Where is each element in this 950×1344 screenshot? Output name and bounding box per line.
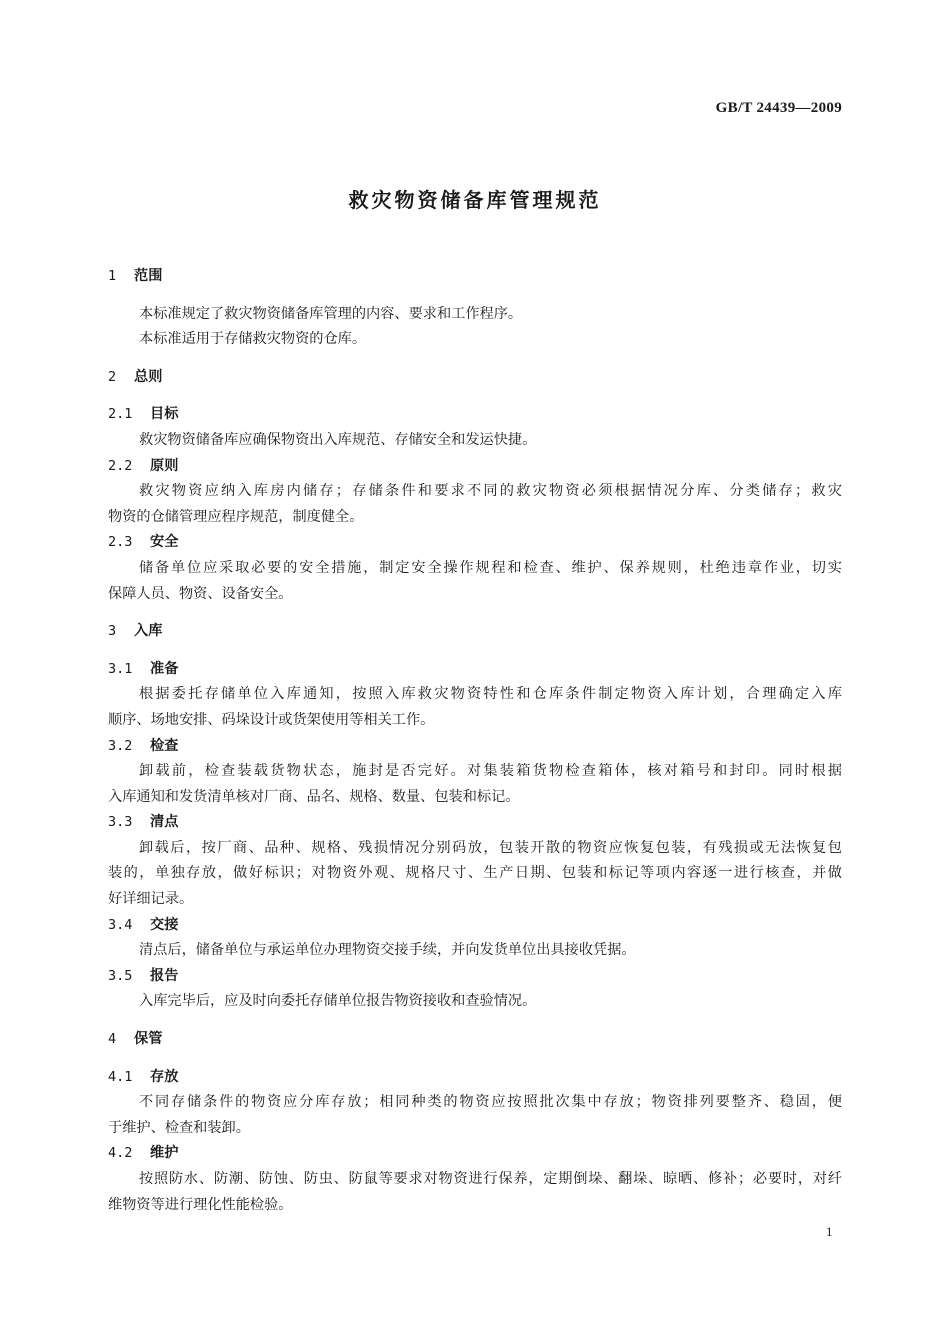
paragraph-line: 好详细记录。 bbox=[108, 891, 194, 908]
subsection-heading bbox=[108, 734, 842, 760]
section-title: 范围 bbox=[134, 268, 163, 284]
section-number: 3.5 bbox=[108, 967, 133, 984]
document-title: 救灾物资储备库管理规范 bbox=[348, 188, 602, 212]
paragraph-line: 于维护、检查和装卸。 bbox=[108, 1119, 250, 1136]
subsection-heading bbox=[108, 657, 842, 683]
paragraph-line: 卸载后，按厂商、品种、规格、残损情况分别码放，包装开散的物资应恢复包装，有残损或无法恢复包 bbox=[139, 839, 842, 856]
section-number: 3.1 bbox=[108, 660, 133, 677]
paragraph-line: 入库通知和发货清单核对厂商、品名、规格、数量、包装和标记。 bbox=[108, 788, 520, 805]
section-title: 检查 bbox=[150, 737, 179, 754]
section-title: 报告 bbox=[150, 967, 179, 984]
section-number: 3.3 bbox=[108, 814, 133, 831]
subsection-heading bbox=[108, 530, 842, 556]
chapter-heading bbox=[108, 1027, 842, 1053]
section-title: 存放 bbox=[150, 1068, 179, 1085]
subsection-heading bbox=[108, 1065, 842, 1091]
subsection-heading bbox=[108, 454, 842, 480]
paragraph-line: 物资的仓储管理应程序规范，制度健全。 bbox=[108, 508, 364, 525]
document-body bbox=[108, 264, 842, 1218]
paragraph-line: 清点后，储备单位与承运单位办理物资交接手续，并向发货单位出具接收凭据。 bbox=[139, 942, 636, 959]
subsection-heading bbox=[108, 810, 842, 836]
paragraph-line: 救灾物资应纳入库房内储存；存储条件和要求不同的救灾物资必须根据情况分库、分类储存；救灾 bbox=[139, 483, 842, 500]
subsection-heading bbox=[108, 913, 842, 939]
section-title: 维护 bbox=[150, 1145, 179, 1162]
paragraph-line: 顺序、场地安排、码垛设计或货架使用等相关工作。 bbox=[108, 711, 435, 728]
paragraph-line: 维物资等进行理化性能检验。 bbox=[108, 1196, 293, 1213]
section-number: 4 bbox=[108, 1031, 117, 1048]
section-title: 入库 bbox=[134, 623, 163, 640]
subsection-heading bbox=[108, 964, 842, 990]
section-title: 清点 bbox=[150, 814, 179, 831]
section-number: 2.3 bbox=[108, 534, 133, 551]
section-title: 原则 bbox=[150, 457, 179, 474]
section-title: 目标 bbox=[150, 406, 179, 423]
section-number: 3 bbox=[108, 623, 117, 640]
chapter-heading bbox=[108, 619, 842, 645]
section-number: 3.4 bbox=[108, 916, 133, 933]
paragraph-line: 不同存储条件的物资应分库存放；相同种类的物资应按照批次集中存放；物资排列要整齐、稳固，便 bbox=[139, 1094, 842, 1111]
paragraph-line: 救灾物资储备库应确保物资出入库规范、存储安全和发运快捷。 bbox=[139, 431, 537, 448]
paragraph-line: 储备单位应采取必要的安全措施，制定安全操作规程和检查、维护、保养规则，杜绝违章作业，切实 bbox=[139, 559, 842, 576]
paragraph-line: 按照防水、防潮、防蚀、防虫、防鼠等要求对物资进行保养，定期倒垛、翻垛、晾晒、修补；必要时，对纤 bbox=[139, 1171, 842, 1187]
paragraph-line: 装的，单独存放，做好标识；对物资外观、规格尺寸、生产日期、包装和标记等项内容逐一进行核查，并做 bbox=[108, 865, 842, 882]
section-title: 安全 bbox=[150, 534, 179, 551]
section-number: 1 bbox=[108, 268, 117, 284]
standard-number: GB/T 24439—2009 bbox=[715, 100, 842, 116]
section-title: 交接 bbox=[150, 916, 179, 933]
chapter-heading bbox=[108, 365, 842, 391]
section-number: 4.2 bbox=[108, 1145, 133, 1162]
page-number: 1 bbox=[826, 1224, 833, 1239]
section-title: 保管 bbox=[134, 1031, 163, 1048]
paragraph-line: 卸载前，检查装载货物状态，施封是否完好。对集装箱货物检查箱体，核对箱号和封印。同时根据 bbox=[139, 763, 842, 780]
paragraph-line: 本标准规定了救灾物资储备库管理的内容、要求和工作程序。 bbox=[139, 305, 523, 322]
section-title: 总则 bbox=[134, 368, 163, 385]
paragraph-line: 保障人员、物资、设备安全。 bbox=[108, 585, 293, 602]
section-title: 准备 bbox=[150, 660, 179, 677]
section-number: 3.2 bbox=[108, 737, 133, 754]
paragraph-line: 本标准适用于存储救灾物资的仓库。 bbox=[139, 331, 367, 348]
section-number: 4.1 bbox=[108, 1068, 133, 1085]
chapter-heading bbox=[108, 264, 842, 290]
section-number: 2.2 bbox=[108, 457, 133, 474]
section-number: 2.1 bbox=[108, 406, 133, 423]
paragraph-line: 根据委托存储单位入库通知，按照入库救灾物资特性和仓库条件制定物资入库计划，合理确定入库 bbox=[139, 686, 842, 703]
subsection-heading bbox=[108, 402, 842, 428]
paragraph-line: 入库完毕后，应及时向委托存储单位报告物资接收和查验情况。 bbox=[139, 993, 537, 1010]
subsection-heading bbox=[108, 1141, 842, 1167]
section-number: 2 bbox=[108, 368, 117, 385]
